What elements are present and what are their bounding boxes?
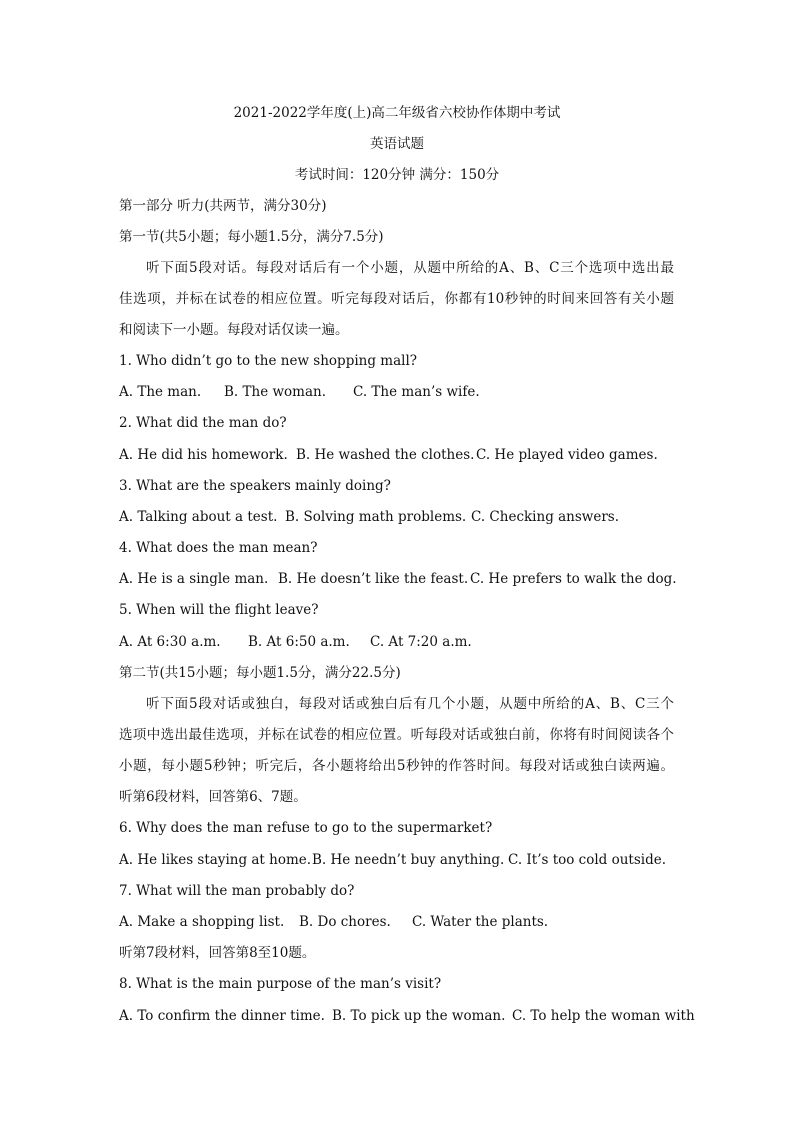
option-b: B. The woman. bbox=[224, 384, 327, 400]
option-c: C. The man’s wife. bbox=[353, 384, 480, 400]
option-b: B. He needn’t buy anything. bbox=[312, 852, 505, 868]
option-c: C. It’s too cold outside. bbox=[508, 852, 667, 868]
option-b: B. Solving math problems. bbox=[285, 509, 467, 525]
question-5: 5. When will the flight leave? bbox=[119, 602, 319, 618]
option-a: A. He did his homework. bbox=[119, 447, 288, 463]
option-a: A. At 6:30 a.m. bbox=[119, 634, 221, 650]
option-a: A. He is a single man. bbox=[119, 571, 269, 587]
section1-instruction-line: 听下面5段对话。每段对话后有一个小题，从题中所给的A、B、C三个选项中选出最 bbox=[146, 260, 674, 276]
option-a: A. The man. bbox=[119, 384, 202, 400]
option-b: B. He doesn’t like the feast. bbox=[278, 571, 469, 587]
section1-instruction-line: 和阅读下一小题。每段对话仅读一遍。 bbox=[119, 322, 349, 338]
option-c: C. To help the woman with bbox=[512, 1008, 695, 1024]
option-b: B. At 6:50 a.m. bbox=[248, 634, 350, 650]
subject-title: 英语试题 bbox=[370, 136, 424, 152]
option-c: C. He played video games. bbox=[476, 447, 658, 463]
section2-instruction-line: 听下面5段对话或独白，每段对话或独白后有几个小题，从题中所给的A、B、C三个 bbox=[146, 696, 674, 712]
option-b: B. To pick up the woman. bbox=[332, 1008, 506, 1024]
option-a: A. To confirm the dinner time. bbox=[119, 1008, 325, 1024]
option-c: C. At 7:20 a.m. bbox=[370, 634, 472, 650]
question-2: 2. What did the man do? bbox=[119, 415, 287, 431]
section2-instruction-line: 选项中选出最佳选项，并标在试卷的相应位置。听每段对话或独白前，你将有时间阅读各个 bbox=[119, 727, 674, 743]
part1-heading: 第一部分 听力(共两节，满分30分) bbox=[119, 198, 327, 214]
section1-heading: 第一节(共5小题；每小题1.5分，满分7.5分) bbox=[119, 229, 384, 245]
section1-instruction-line: 佳选项，并标在试卷的相应位置。听完每段对话后，你都有10秒钟的时间来回答有关小题 bbox=[119, 291, 674, 307]
option-c: C. He prefers to walk the dog. bbox=[470, 571, 677, 587]
question-3: 3. What are the speakers mainly doing? bbox=[119, 478, 391, 494]
material-7-heading: 听第7段材料，回答第8至10题。 bbox=[119, 945, 316, 961]
exam-time-score: 考试时间：120分钟 满分：150分 bbox=[294, 167, 500, 183]
option-a: A. Make a shopping list. bbox=[119, 914, 285, 930]
exam-title: 2021-2022学年度(上)高二年级省六校协作体期中考试 bbox=[233, 105, 561, 121]
option-c: C. Water the plants. bbox=[412, 914, 549, 930]
question-1: 1. Who didn’t go to the new shopping mall? bbox=[119, 353, 418, 369]
question-4: 4. What does the man mean? bbox=[119, 540, 318, 556]
option-c: C. Checking answers. bbox=[471, 509, 620, 525]
section2-instruction-line: 小题，每小题5秒钟；听完后，各小题将给出5秒钟的作答时间。每段对话或独白读两遍。 bbox=[119, 758, 674, 774]
option-b: B. He washed the clothes. bbox=[296, 447, 475, 463]
material-6-heading: 听第6段材料，回答第6、7题。 bbox=[119, 789, 307, 805]
option-a: A. He likes staying at home. bbox=[119, 852, 312, 868]
option-a: A. Talking about a test. bbox=[119, 509, 278, 525]
question-7: 7. What will the man probably do? bbox=[119, 883, 355, 899]
question-8: 8. What is the main purpose of the man’s visit? bbox=[119, 976, 442, 992]
question-6: 6. Why does the man refuse to go to the supermarket? bbox=[119, 820, 493, 836]
section2-heading: 第二节(共15小题；每小题1.5分，满分22.5分) bbox=[119, 665, 401, 681]
option-b: B. Do chores. bbox=[299, 914, 391, 930]
